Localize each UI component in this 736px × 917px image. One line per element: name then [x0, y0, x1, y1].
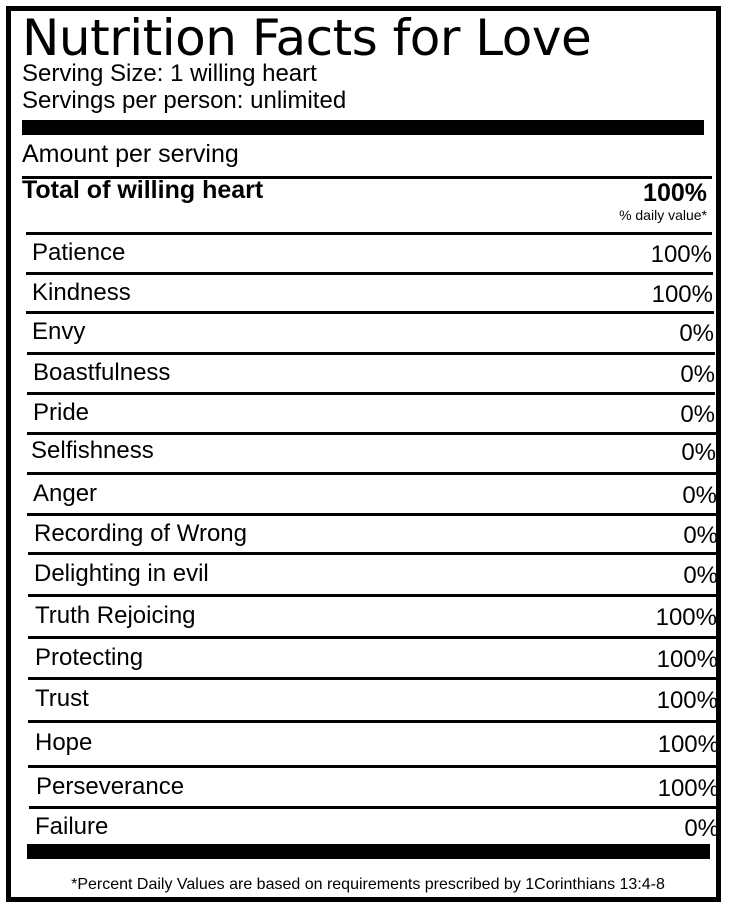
- nutrient-row-hope: [31, 724, 719, 764]
- nutrient-row-truth-rejoicing: [31, 597, 717, 637]
- total-label: Total of willing heart: [22, 176, 264, 204]
- nutrient-row-patience: [28, 234, 712, 274]
- divider-row: [28, 720, 719, 723]
- nutrient-row-envy: [28, 313, 714, 353]
- nutrient-value: 0%: [681, 439, 716, 466]
- label-title: Nutrition Facts for Love: [22, 9, 592, 67]
- nutrient-value: 100%: [657, 775, 719, 802]
- nutrient-value: 0%: [679, 320, 714, 347]
- nutrient-label: Patience: [32, 239, 126, 266]
- nutrient-label: Anger: [33, 480, 98, 507]
- nutrient-row-protecting: [31, 639, 718, 679]
- serving-size: Serving Size: 1 willing heart: [22, 60, 317, 87]
- nutrient-row-perseverance: [32, 768, 719, 808]
- servings-per-person: Servings per person: unlimited: [22, 87, 347, 114]
- nutrient-value: 100%: [651, 281, 713, 308]
- nutrient-label: Recording of Wrong: [34, 520, 247, 547]
- nutrient-row-anger: [29, 475, 717, 515]
- nutrient-value: 100%: [656, 646, 718, 673]
- nutrient-label: Trust: [35, 685, 89, 712]
- nutrient-value: 0%: [680, 361, 715, 388]
- nutrient-row-pride: [29, 394, 715, 434]
- nutrient-value: 0%: [683, 522, 718, 549]
- total-value: 100%: [643, 179, 707, 207]
- nutrient-value: 100%: [650, 241, 712, 268]
- daily-value-note: % daily value*: [619, 207, 707, 223]
- nutrient-value: 0%: [683, 562, 718, 589]
- nutrient-label: Truth Rejoicing: [35, 602, 196, 629]
- amount-per-serving: Amount per serving: [22, 140, 239, 168]
- nutrient-label: Perseverance: [36, 773, 185, 800]
- nutrient-value: 100%: [657, 731, 719, 758]
- nutrient-label: Envy: [32, 318, 86, 345]
- nutrient-row-recording-of-wrong: [30, 515, 718, 555]
- thick-divider-bottom: [27, 844, 710, 859]
- nutrient-row-trust: [31, 680, 718, 720]
- nutrient-label: Pride: [33, 399, 90, 426]
- nutrient-value: 100%: [655, 604, 717, 631]
- nutrient-row-delighting-in-evil: [30, 555, 718, 595]
- nutrient-label: Delighting in evil: [34, 560, 209, 587]
- nutrient-value: 0%: [684, 815, 719, 842]
- nutrient-row-failure: [31, 808, 719, 848]
- nutrient-label: Failure: [35, 813, 109, 840]
- footnote: *Percent Daily Values are based on requirements prescribed by 1Corinthians 13:4-8: [71, 876, 665, 893]
- nutrient-label: Kindness: [32, 279, 131, 306]
- nutrient-row-selfishness: [27, 432, 716, 472]
- nutrient-label: Protecting: [35, 644, 144, 671]
- thick-divider-top: [22, 120, 704, 135]
- nutrient-label: Selfishness: [31, 437, 154, 464]
- nutrient-row-kindness: [28, 274, 713, 314]
- nutrient-value: 0%: [680, 401, 715, 428]
- nutrient-row-boastfulness: [29, 354, 715, 394]
- nutrient-label: Hope: [35, 729, 93, 756]
- nutrient-value: 0%: [682, 482, 717, 509]
- nutrient-value: 100%: [656, 687, 718, 714]
- nutrient-label: Boastfulness: [33, 359, 171, 386]
